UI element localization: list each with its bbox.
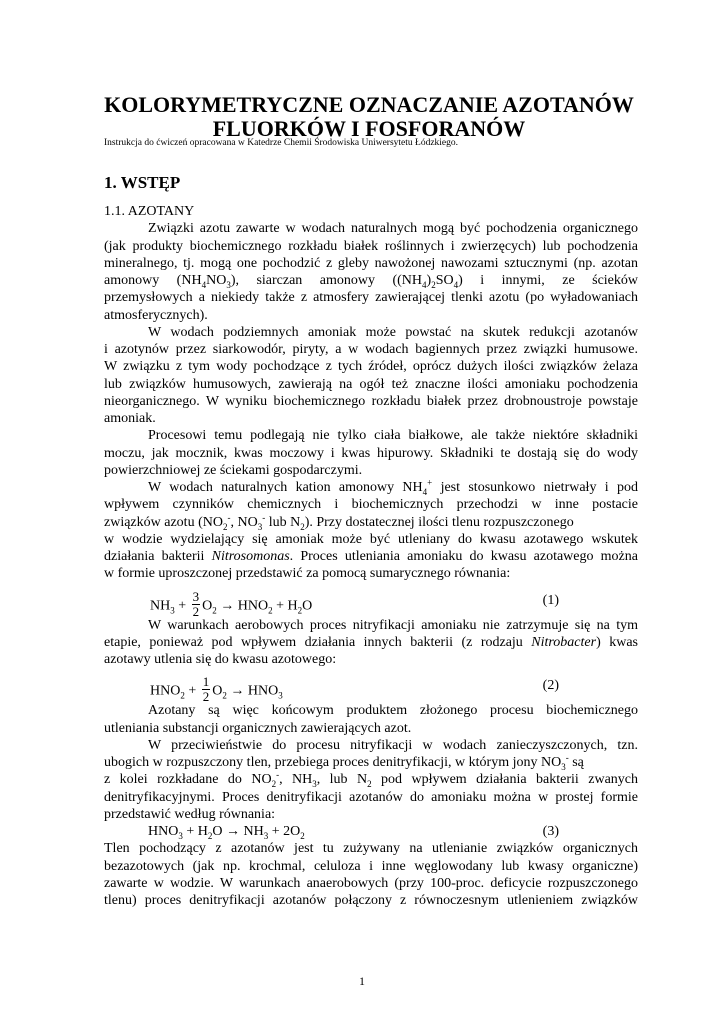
paragraph-line: bezazotowych (jak np. krochmal, celuloza i inne węglowodany lub kwasy organiczne) [104,858,638,874]
equation-2 [104,668,638,705]
document-body [104,203,638,909]
paragraph-line: Związki azotu zawarte w wodach naturalnych mogą być pochodzenia organicznego [148,221,638,237]
paragraph-line: atmosferycznych). [104,307,208,323]
paragraph-line: nieorganicznego. W wyniku biochemicznego rozkładu białek przez drobnoustroje powstaje [104,393,638,409]
paragraph-line: związków azotu ($NO_2^-$, $NO_3^-$ lub $N_2$). Przy dostatecznej ilości tlenu rozpuszczonego [104,511,574,532]
paragraph-line: mineralnego, tj. mogą one pochodzić z gleby nawożonej nawozami sztucznymi (np. azotan [104,255,638,271]
subsection-heading: 1.1. AZOTANY [104,204,195,219]
section-heading: 1. WSTĘP [104,173,181,192]
paragraph-line: Azotany są więc końcowym produktem złożonego procesu biochemicznego [148,703,638,719]
paragraph-line: utleniania substancji organicznych zawierających azot. [104,720,412,736]
paragraph-line: Tlen pochodzący z azotanów jest tu zużywany na utlenianie związków organicznych [104,841,638,857]
paragraph-line: powierzchniowej ze ściekami gospodarczymi. [104,462,363,478]
paragraph-line: i azotynów przez siarkowodór, piryty, a w wodach bagiennych przez związki humusowe. [104,342,638,357]
paragraph-line: lub związków humusowych, zawierają na ogół też znaczne ilości amoniaku pochodzenia [104,376,638,392]
paragraph-line: ubogich w rozpuszczony tlen, przebiega proces denitryfikacji, w którym jony $NO_3^-$ są [104,752,584,772]
document-title-line-1: KOLORYMETRYCZNE OZNACZANIE AZOTANÓW [104,92,634,117]
equation-number: (1) [542,592,559,608]
paragraph-line: w wodzie wydzielający się amoniak może być utleniany do kwasu azotawego wskutek [104,531,638,547]
equation-expression: $NH_3$ + $\frac{3}{2}$ $O_2 \to HNO_2 + H_2O$ [150,588,313,619]
paragraph-line: przedstawić według równania: [104,806,276,822]
paragraph-line: z kolei rozkładane do $NO_2^-$, $NH_3$, lub $N_2$ pod wpływem działania bakterii zwanych [104,771,638,789]
paragraph-line: działania bakterii Nitrosomonas. Proces utleniania amoniaku do kwasu azotawego można [104,549,638,564]
fraction: $\frac{1}{2}$ [202,674,210,705]
paragraph-line: W warunkach aerobowych proces nitryfikacji amoniaku nie zatrzymuje się na tym [148,617,638,633]
paragraph-line: W związku z tym wody pochodzące z tych źródeł, oprócz dużych ilości związków żelaza [104,359,638,375]
paragraph-line: W wodach podziemnych amoniak może powstać na skutek redukcji azotanów [148,324,638,340]
paragraph-line: W przeciwieństwie do procesu nitryfikacji w wodach zanieczyszczonych, tzn. [148,737,638,753]
paragraph-line: Procesowi temu podlegają nie tylko ciała białkowe, ale także niektóre składniki [148,428,638,444]
equation-expression: $HNO_2$ + $\frac{1}{2}$ $O_2 \to HNO_3$ [150,674,283,705]
document-title-line-2: FLUORKÓW I FOSFORANÓW [212,116,526,141]
paragraph-line: amoniak. [104,411,156,426]
paragraph-line: moczu, jak mocznik, kwas moczowy i kwas hipurowy. Składniki te dostają się do wody [104,445,638,461]
page-number: 1 [359,974,365,988]
paragraph-line: (jak produkty biochemicznego rozkładu białek roślinnych i zwierzęcych) lub pochodzenia [104,238,638,254]
equation-number: (2) [542,678,559,694]
paragraph-line: W wodach naturalnych kation amonowy $NH_4^+$ jest stosunkowo nietrwały i pod [148,479,638,497]
equation-expression: $HNO_3 + H_2O \to NH_3 + 2O_2$ [148,824,305,841]
paragraph-line: etapie, ponieważ pod wpływem działania innych bakterii (z rodzaju Nitrobacter) kwas [104,634,638,650]
fraction: $\frac{3}{2}$ [192,588,200,619]
paragraph-line: wpływem czynników chemicznych i biochemicznych przechodzi w inne postacie [104,497,638,513]
paragraph-line: amonowy $(NH_4NO_3)$, siarczan amonowy $((NH_4)_2SO_4)$ i innymi, ze ścieków [104,273,638,290]
equation-1 [104,583,638,617]
paragraph-line: azotawy utlenia się do kwasu azotowego: [104,652,337,667]
paragraph-line: przemysłowych a niekiedy także z atmosfery zawierającej tlenki azotu (po wyładowaniach [104,290,638,306]
equation-number: (3) [542,824,559,839]
paragraph-line: tlenu) proces denitryfikacji azotanów połączony z równoczesnym utlenieniem związków [104,893,638,908]
equation-3 [104,823,638,840]
paragraph-line: zawarte w wodzie. W warunkach anaerobowych (przy 100-proc. deficycie rozpuszczonego [104,875,638,891]
document-subtitle: Instrukcja do ćwiczeń opracowana w Katedrze Chemii Środowiska Uniwersytetu Łódzkiego. [104,138,459,148]
paragraph-line: w formie uproszczonej przedstawić za pomocą sumarycznego równania: [104,566,511,582]
paragraph-line: denitryfikacyjnymi. Proces denitryfikacji azotanów do amoniaku można w prostej formie [104,789,638,805]
